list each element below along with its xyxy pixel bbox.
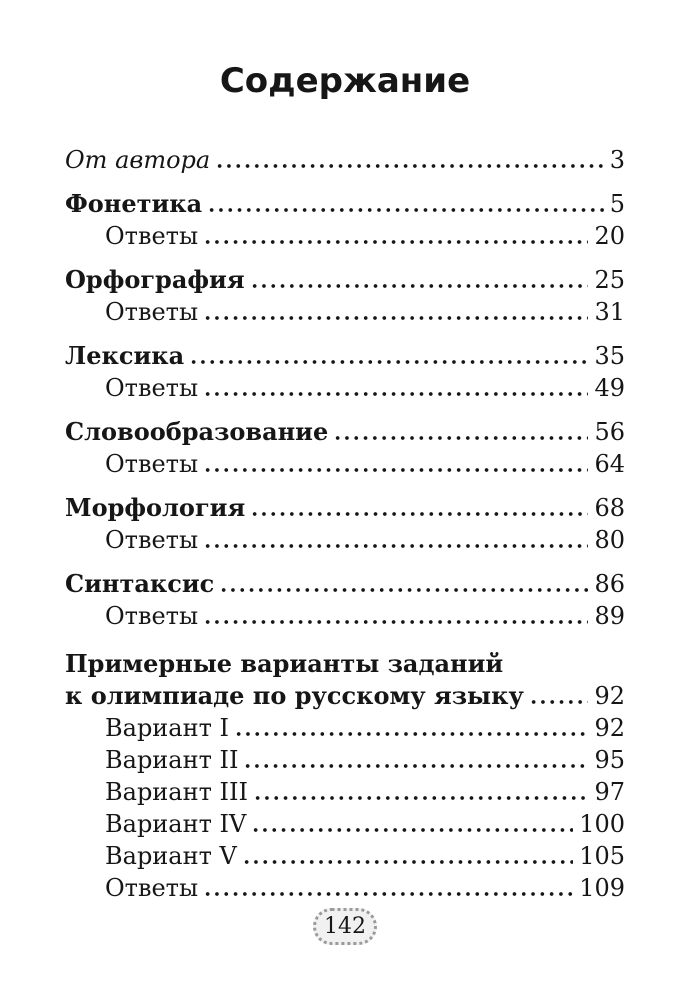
toc-entry	[65, 776, 625, 808]
page-number: 142	[324, 914, 366, 939]
toc-entry-label: Ответы	[105, 450, 199, 478]
toc-entry	[65, 188, 625, 220]
toc-entry-label: Ответы	[105, 602, 199, 630]
toc-entry-label: Словообразование	[65, 417, 329, 446]
dot-leader	[333, 416, 588, 441]
dot-leader	[234, 712, 588, 737]
toc-entry-page-number: 31	[594, 298, 625, 326]
dot-leader	[189, 340, 588, 365]
toc-entry-page-number: 5	[609, 190, 625, 218]
toc-entry-label: Морфология	[65, 493, 246, 522]
toc-entry-page-number: 56	[594, 418, 625, 446]
toc-entry	[65, 416, 625, 448]
page-title: Содержание	[219, 61, 471, 101]
toc-entry-label: Ответы	[105, 526, 199, 554]
toc-entry-page-number: 100	[579, 810, 625, 838]
toc-entry-page-number: 95	[594, 746, 625, 774]
toc-list	[65, 144, 625, 904]
dot-leader	[250, 492, 588, 517]
toc-entry-page-number: 86	[594, 570, 625, 598]
toc-entry-page-number: 92	[594, 682, 625, 710]
dot-leader	[203, 600, 588, 625]
toc-entry-label: Ответы	[105, 374, 199, 402]
toc-entry-label: Вариант IV	[105, 810, 247, 838]
toc-entry-label: От автора	[65, 146, 211, 174]
dot-leader	[203, 220, 588, 245]
toc-entry	[65, 448, 625, 480]
dot-leader	[203, 448, 588, 473]
toc-entry	[65, 808, 625, 840]
dot-leader	[251, 808, 573, 833]
toc-entry-page-number: 92	[594, 714, 625, 742]
toc-entry-label: Синтаксис	[65, 569, 215, 598]
toc-entry	[65, 840, 625, 872]
toc-entry	[65, 296, 625, 328]
toc-entry-page-number: 64	[594, 450, 625, 478]
toc-entry-label: Вариант II	[105, 746, 239, 774]
toc-entry	[65, 372, 625, 404]
toc-entry-page-number: 35	[594, 342, 625, 370]
toc-entry-label: Вариант III	[105, 778, 248, 806]
toc-entry	[65, 264, 625, 296]
toc-entry	[65, 600, 625, 632]
toc-entry	[65, 492, 625, 524]
dot-leader	[529, 680, 589, 705]
toc-entry-page-number: 3	[609, 146, 625, 174]
toc-entry-page-number: 109	[579, 874, 625, 902]
toc-entry-page-number: 25	[594, 266, 625, 294]
toc-entry	[65, 680, 625, 712]
dot-leader	[207, 188, 604, 213]
toc-entry	[65, 712, 625, 744]
dot-leader	[250, 264, 589, 289]
toc-entry	[65, 648, 625, 680]
toc-entry-label: Ответы	[105, 222, 199, 250]
dot-leader	[203, 296, 588, 321]
toc-entry-page-number: 68	[594, 494, 625, 522]
dot-leader	[215, 144, 604, 169]
toc-entry-label: Ответы	[105, 298, 199, 326]
toc-entry-label: Вариант I	[105, 714, 229, 742]
toc-entry-page-number: 89	[594, 602, 625, 630]
page-number-badge	[313, 908, 377, 945]
toc-entry	[65, 524, 625, 556]
dot-leader	[203, 872, 573, 897]
toc-entry-label: Лексика	[65, 341, 185, 370]
dot-leader	[242, 840, 573, 865]
toc-entry-page-number: 97	[594, 778, 625, 806]
toc-entry	[65, 220, 625, 252]
toc-entry-label: Фонетика	[65, 189, 203, 218]
page-footer	[65, 908, 625, 945]
toc-entry-page-number: 80	[594, 526, 625, 554]
toc-entry-page-number: 20	[594, 222, 625, 250]
toc-entry	[65, 144, 625, 176]
toc-entry-label: Ответы	[105, 874, 199, 902]
toc-entry-page-number: 105	[579, 842, 625, 870]
toc-entry-label: к олимпиаде по русскому языку	[65, 681, 524, 710]
toc-entry	[65, 340, 625, 372]
toc-entry-page-number: 49	[594, 374, 625, 402]
toc-entry	[65, 568, 625, 600]
dot-leader	[219, 568, 588, 593]
dot-leader	[203, 372, 588, 397]
toc-entry-label: Примерные варианты заданий	[65, 649, 504, 678]
dot-leader	[203, 524, 588, 549]
toc-entry-label: Орфография	[65, 265, 245, 294]
dot-leader	[253, 776, 588, 801]
toc-entry	[65, 744, 625, 776]
toc-entry-label: Вариант V	[105, 842, 237, 870]
toc-entry	[65, 872, 625, 904]
dot-leader	[243, 744, 588, 769]
